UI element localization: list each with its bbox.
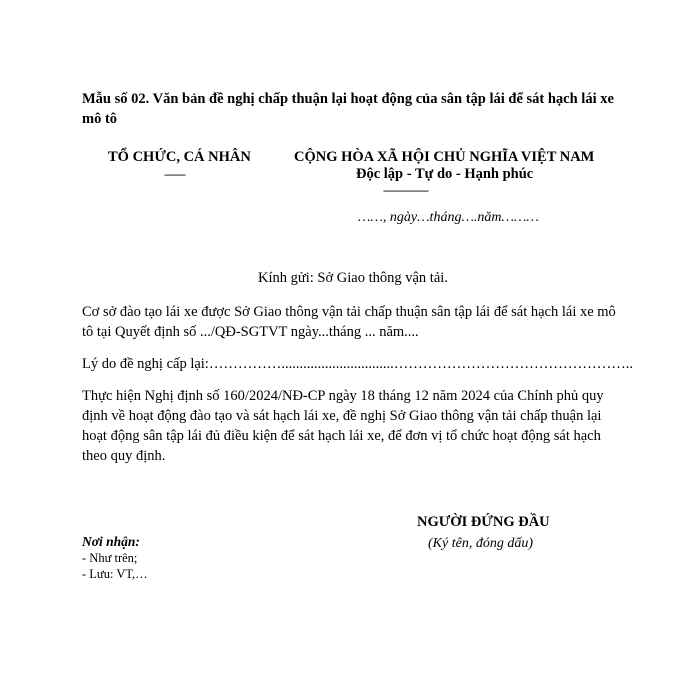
recipients-title: Nơi nhận: (82, 534, 140, 549)
form-title: Mẫu số 02. Văn bản đề nghị chấp thuận lại hoạt động của sân tập lái để sát hạch lái xe mô tô (82, 91, 614, 127)
national-title: CỘNG HÒA XÃ HỘI CHỦ NGHĨA VIỆT NAM (294, 149, 595, 165)
organization-name: TỔ CHỨC, CÁ NHÂN (108, 149, 251, 165)
recipient-item: - Lưu: VT,… (82, 567, 148, 581)
signer-note: (Ký tên, đóng dấu) (428, 536, 533, 551)
greeting-line: Kính gửi: Sở Giao thông vận tải. (258, 270, 448, 286)
recipient-item: - Như trên; (82, 551, 138, 565)
reason-line: Lý do đề nghị cấp lại:……………...............................………………………………………….. (82, 356, 633, 372)
motto-divider: --------------- (383, 183, 428, 197)
date-line: ……, ngày…tháng….năm……… (358, 210, 539, 225)
national-motto: Độc lập - Tự do - Hạnh phúc (356, 166, 534, 182)
request-paragraph: Thực hiện Nghị định số 160/2024/NĐ-CP ngày 18 tháng 12 năm 2024 của Chính phủ quy định về hoạt động đào tạo và sát hạch lái xe, đề nghị Sở Giao thông vận tải chấp thuận lại hoạt động sân tập lái đủ điều kiện để sát hạch lái xe, để đơn vị tổ chức hoạt động sát hạch theo quy định. (82, 388, 604, 464)
signer-title: NGƯỜI ĐỨNG ĐẦU (417, 514, 550, 530)
intro-paragraph: Cơ sở đào tạo lái xe được Sở Giao thông vận tải chấp thuận sân tập lái để sát hạch lái xe mô tô tại Quyết định số .../QĐ-SGTVT ngày...tháng ... năm.... (82, 304, 616, 340)
organization-divider: ------- (164, 167, 185, 181)
